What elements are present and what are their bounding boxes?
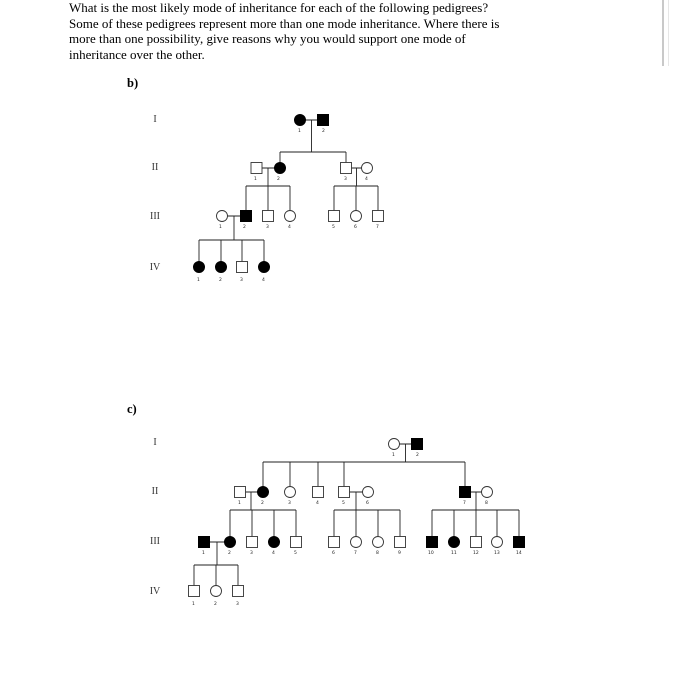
b-IV-2-number: 2 bbox=[219, 278, 222, 283]
c-II-4-number: 4 bbox=[316, 501, 319, 506]
b-I-2-affected-male bbox=[318, 115, 329, 126]
c-II-7-affected-male bbox=[460, 487, 471, 498]
c-II-6-number: 6 bbox=[366, 501, 369, 506]
b-IV-2-affected-female bbox=[216, 262, 227, 273]
b-III-5-number: 5 bbox=[332, 225, 335, 230]
c-IV-2-unaffected-female bbox=[211, 586, 222, 597]
c-IV-1-unaffected-male bbox=[189, 586, 200, 597]
question-line-4: inheritance over the other. bbox=[69, 46, 205, 62]
c-III-14-number: 14 bbox=[516, 551, 522, 556]
c-II-7-number: 7 bbox=[463, 501, 466, 506]
question-line-2: Some of these pedigrees represent more than one mode inheritance. Where there is bbox=[69, 15, 500, 31]
b-III-7-unaffected-male bbox=[373, 211, 384, 222]
b-IV-1-affected-female bbox=[194, 262, 205, 273]
c-III-2-number: 2 bbox=[228, 551, 231, 556]
c-I-1-unaffected-female bbox=[389, 439, 400, 450]
b-IV-3-number: 3 bbox=[240, 278, 243, 283]
c-II-1-unaffected-male bbox=[235, 487, 246, 498]
b-III-7-number: 7 bbox=[376, 225, 379, 230]
c-IV-2-number: 2 bbox=[214, 602, 217, 607]
b-II-3-unaffected-male bbox=[341, 163, 352, 174]
c-III-9-number: 9 bbox=[398, 551, 401, 556]
c-III-11-number: 11 bbox=[451, 551, 457, 556]
c-III-1-affected-male bbox=[199, 537, 210, 548]
c-II-1-number: 1 bbox=[238, 501, 241, 506]
c-II-5-number: 5 bbox=[342, 501, 345, 506]
c-III-6-unaffected-male bbox=[329, 537, 340, 548]
b-III-2-affected-male bbox=[241, 211, 252, 222]
c-III-3-unaffected-male bbox=[247, 537, 258, 548]
c-III-14-affected-male bbox=[514, 537, 525, 548]
b-III-2-number: 2 bbox=[243, 225, 246, 230]
c-III-3-number: 3 bbox=[250, 551, 253, 556]
b-II-4-number: 4 bbox=[365, 177, 368, 182]
c-III-13-unaffected-female bbox=[492, 537, 503, 548]
c-III-5-unaffected-male bbox=[291, 537, 302, 548]
c-II-4-unaffected-male bbox=[313, 487, 324, 498]
c-III-7-unaffected-female bbox=[351, 537, 362, 548]
c-II-3-unaffected-female bbox=[285, 487, 296, 498]
b-III-4-number: 4 bbox=[288, 225, 291, 230]
b-I-1-number: 1 bbox=[298, 129, 301, 134]
pedigree-c-gen-I: I bbox=[153, 437, 157, 448]
c-IV-1-number: 1 bbox=[192, 602, 195, 607]
pedigree-b-symbols bbox=[194, 115, 384, 273]
c-III-4-affected-female bbox=[269, 537, 280, 548]
b-III-6-number: 6 bbox=[354, 225, 357, 230]
b-III-4-unaffected-female bbox=[285, 211, 296, 222]
c-III-5-number: 5 bbox=[294, 551, 297, 556]
c-III-2-affected-female bbox=[225, 537, 236, 548]
c-III-6-number: 6 bbox=[332, 551, 335, 556]
pedigree-b-lines bbox=[199, 120, 378, 262]
b-IV-3-unaffected-male bbox=[237, 262, 248, 273]
pedigree-c-gen-IV: IV bbox=[149, 586, 161, 597]
b-III-1-number: 1 bbox=[219, 225, 222, 230]
b-II-1-unaffected-male bbox=[251, 163, 262, 174]
pedigree-c-lines bbox=[194, 444, 519, 586]
b-II-1-number: 1 bbox=[254, 177, 257, 182]
b-III-1-unaffected-female bbox=[217, 211, 228, 222]
part-b-label: b) bbox=[127, 76, 139, 90]
question-line-3: more than one possibility, give reasons why you would support one mode of bbox=[69, 31, 466, 46]
c-II-5-unaffected-male bbox=[339, 487, 350, 498]
c-IV-3-unaffected-male bbox=[233, 586, 244, 597]
b-IV-1-number: 1 bbox=[197, 278, 200, 283]
b-III-3-unaffected-male bbox=[263, 211, 274, 222]
pedigree-b-gen-IV: IV bbox=[149, 262, 161, 273]
pedigree-b-gen-III: III bbox=[150, 211, 160, 222]
c-IV-3-number: 3 bbox=[236, 602, 239, 607]
b-II-3-number: 3 bbox=[344, 177, 347, 182]
c-I-1-number: 1 bbox=[392, 453, 395, 458]
c-I-2-affected-male bbox=[412, 439, 423, 450]
b-II-2-number: 2 bbox=[277, 177, 280, 182]
pedigree-c-numbers bbox=[192, 452, 522, 607]
c-I-2-number: 2 bbox=[416, 453, 419, 458]
part-c-label: c) bbox=[127, 402, 137, 416]
c-III-10-number: 10 bbox=[428, 551, 434, 556]
pedigree-b-gen-I: I bbox=[153, 114, 157, 125]
c-II-8-number: 8 bbox=[485, 501, 488, 506]
c-II-2-number: 2 bbox=[261, 501, 264, 506]
pedigree-b-gen-II: II bbox=[151, 162, 159, 173]
pedigree-c-gen-II: II bbox=[151, 486, 159, 497]
pedigree-b-numbers bbox=[197, 128, 379, 283]
c-III-1-number: 1 bbox=[202, 551, 205, 556]
c-III-10-affected-male bbox=[427, 537, 438, 548]
c-III-8-unaffected-female bbox=[373, 537, 384, 548]
c-II-8-unaffected-female bbox=[482, 487, 493, 498]
b-IV-4-number: 4 bbox=[262, 278, 265, 283]
c-III-13-number: 13 bbox=[494, 551, 500, 556]
b-III-6-unaffected-female bbox=[351, 211, 362, 222]
c-II-3-number: 3 bbox=[288, 501, 291, 506]
c-III-9-unaffected-male bbox=[395, 537, 406, 548]
b-I-1-affected-female bbox=[295, 115, 306, 126]
question-line-1: What is the most likely mode of inheritance for each of the following pedigrees? bbox=[69, 0, 489, 15]
c-III-8-number: 8 bbox=[376, 551, 379, 556]
c-III-7-number: 7 bbox=[354, 551, 357, 556]
c-III-4-number: 4 bbox=[272, 551, 275, 556]
b-II-4-unaffected-female bbox=[362, 163, 373, 174]
b-III-3-number: 3 bbox=[266, 225, 269, 230]
c-II-6-unaffected-female bbox=[363, 487, 374, 498]
c-III-11-affected-female bbox=[449, 537, 460, 548]
pedigree-c-gen-III: III bbox=[150, 536, 160, 547]
c-III-12-unaffected-male bbox=[471, 537, 482, 548]
c-II-2-affected-female bbox=[258, 487, 269, 498]
b-I-2-number: 2 bbox=[322, 129, 325, 134]
b-II-2-affected-female bbox=[275, 163, 286, 174]
c-III-12-number: 12 bbox=[473, 551, 479, 556]
b-III-5-unaffected-male bbox=[329, 211, 340, 222]
b-IV-4-affected-female bbox=[259, 262, 270, 273]
